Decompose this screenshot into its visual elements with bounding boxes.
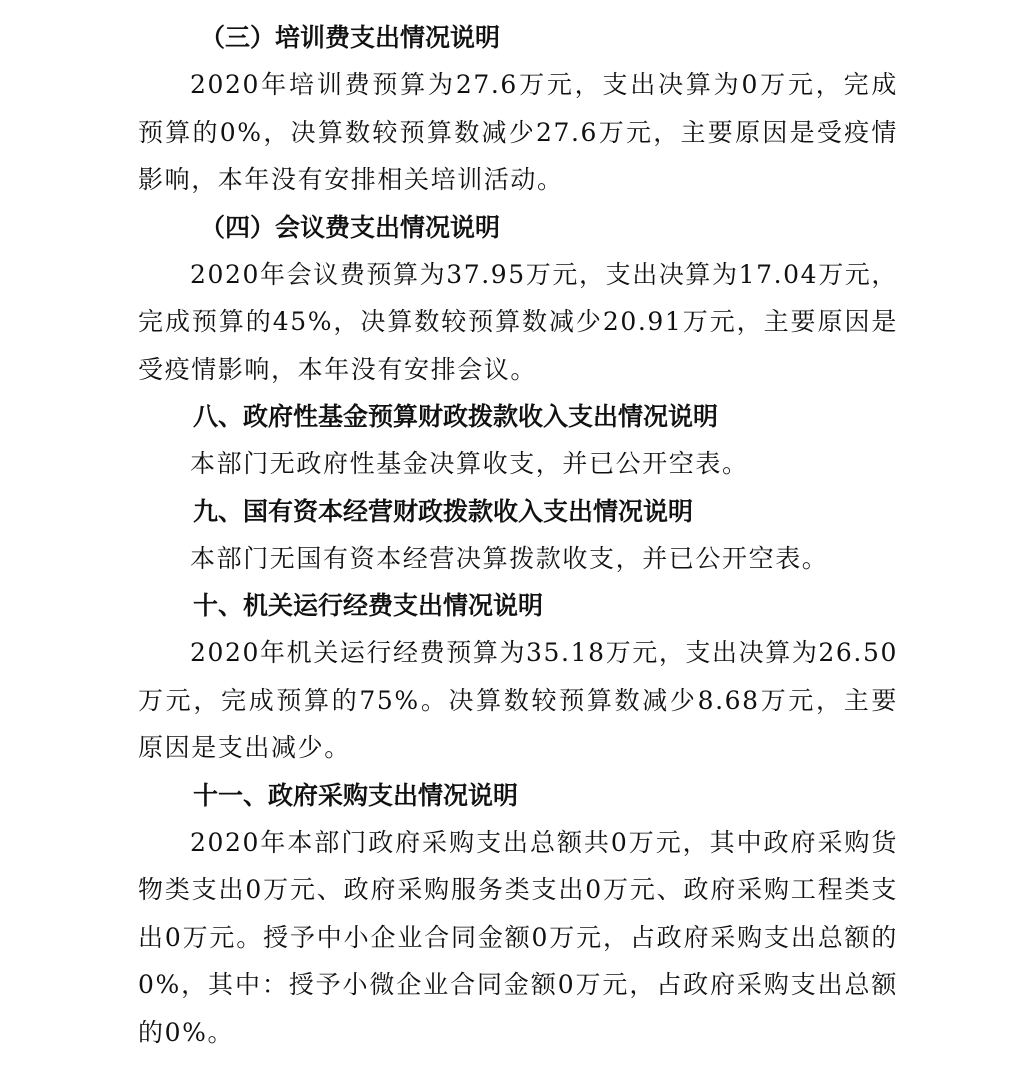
section-heading-meeting-fee: （四）会议费支出情况说明 [200, 212, 501, 242]
section-heading-government-fund: 八、政府性基金预算财政拨款收入支出情况说明 [193, 402, 719, 431]
section-heading-training-fee: （三）培训费支出情况说明 [200, 23, 501, 52]
document-page [138, 14, 898, 1056]
section-body-government-fund: 本部门无政府性基金决算收支，并已公开空表。 [190, 449, 749, 478]
section-heading-operating-expense: 十、机关运行经费支出情况说明 [193, 591, 544, 620]
section-body-training-fee: 2020年培训费预算为27.6万元，支出决算为0万元，完成预算的0%，决算数较预算数减少27.6万元，主要原因是受疫情影响，本年没有安排相关培训活动。 [138, 70, 898, 194]
section-body-procurement: 2020年本部门政府采购支出总额共0万元，其中政府采购货物类支出0万元、政府采购服务类支出0万元、政府采购工程类支出0万元。授予中小企业合同金额0万元，占政府采购支出总额的0%，其中：授予小微企业合同金额0万元，占政府采购支出总额的0%。 [138, 827, 898, 1047]
section-body-operating-expense: 2020年机关运行经费预算为35.18万元，支出决算为26.50万元，完成预算的75%。决算数较预算数减少8.68万元，主要原因是支出减少。 [138, 638, 898, 762]
section-body-state-capital: 本部门无国有资本经营决算拨款收支，并已公开空表。 [190, 543, 829, 573]
section-heading-procurement: 十一、政府采购支出情况说明 [193, 780, 519, 810]
section-heading-state-capital: 九、国有资本经营财政拨款收入支出情况说明 [193, 496, 694, 526]
section-body-meeting-fee: 2020年会议费预算为37.95万元，支出决算为17.04万元，完成预算的45%，决算数较预算数减少20.91万元，主要原因是受疫情影响，本年没有安排会议。 [138, 259, 898, 384]
